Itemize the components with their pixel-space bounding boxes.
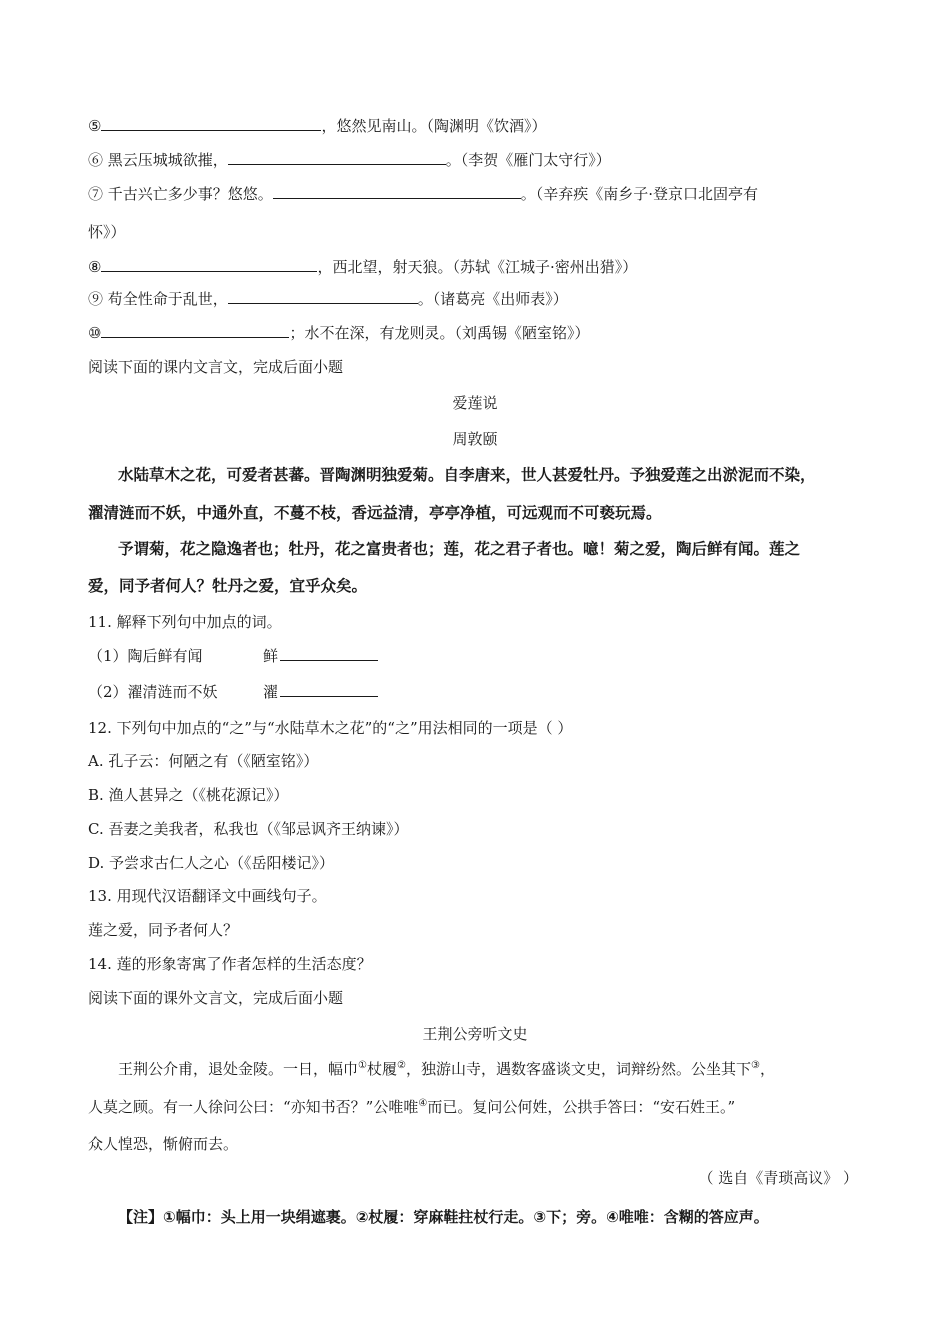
answer-blank[interactable] [228, 289, 418, 304]
fill-blank-7-wrap: 怀》） [88, 223, 126, 241]
line-text: 。（李贺《雁门太守行》） [445, 151, 611, 169]
answer-blank[interactable] [101, 257, 317, 272]
item-word: 鲜 [263, 647, 279, 665]
question-11-item-2 [88, 682, 378, 702]
passage-2-source: （ 选自《青琐高议》 ） [698, 1169, 858, 1187]
option-a[interactable]: A. 孔子云：何陋之有（《陋室铭》） [88, 752, 319, 770]
fill-blank-5 [88, 116, 546, 136]
fill-blank-8 [88, 257, 637, 277]
fill-blank-6 [88, 150, 611, 170]
line-text: 。（诸葛亮《出师表》） [417, 290, 568, 308]
answer-blank[interactable] [280, 682, 378, 697]
passage-1-title: 爱莲说 [452, 394, 498, 412]
passage-1-line-2: 濯清涟而不妖，中通外直，不蔓不枝，香远益清，亭亭净植，可远观而不可亵玩焉。 [88, 504, 662, 522]
item-marker: ⑧ [88, 258, 102, 276]
question-13-stem: 13. 用现代汉语翻译文中画线句子。 [88, 887, 327, 905]
fill-blank-9 [88, 289, 568, 309]
passage-2-note: 【注】①幅巾：头上用一块绢遮裹。②杖履：穿麻鞋拄杖行走。③下；旁。④唯唯：含糊的答应声。 [118, 1208, 769, 1226]
passage-1-line-3: 予谓菊，花之隐逸者也；牡丹，花之富贵者也；莲，花之君子者也。噫！菊之爱，陶后鲜有闻。莲之 [118, 540, 801, 558]
line-text: ⑨ 苟全性命于乱世， [88, 290, 228, 308]
question-14-stem: 14. 莲的形象寄寓了作者怎样的生活态度？ [88, 955, 372, 973]
text-run: 人莫之顾。有一人徐问公曰：“亦知书否？”公唯唯 [88, 1098, 419, 1116]
text-run: ，独游山寺，遇数客盛谈文史，词辩纷然。公坐其下 [405, 1060, 751, 1078]
item-label: （1）陶后鲜有闻 [88, 647, 203, 665]
item-label: （2）濯清涟而不妖 [88, 683, 218, 701]
option-c[interactable]: C. 吾妻之美我者，私我也（《邹忌讽齐王纳谏》） [88, 820, 409, 838]
passage-1-author: 周敦颐 [452, 430, 498, 448]
text-run: 王荆公介甫，退处金陵。一日，幅巾 [118, 1060, 359, 1078]
answer-blank[interactable] [101, 116, 321, 131]
question-12-stem: 12. 下列句中加点的“之”与“水陆草木之花”的“之”用法相同的一项是（ ） [88, 719, 573, 737]
passage-2-intro: 阅读下面的课外文言文，完成后面小题 [88, 989, 344, 1007]
answer-blank[interactable] [280, 646, 378, 661]
answer-blank[interactable] [228, 150, 446, 165]
text-run: 杖履 [366, 1060, 397, 1078]
item-marker: ⑤ [88, 117, 102, 135]
answer-blank[interactable] [273, 184, 521, 199]
passage-1-line-4: 爱，同予者何人？牡丹之爱，宜乎众矣。 [88, 577, 368, 595]
fill-blank-10 [88, 323, 589, 343]
passage-2-line-1 [118, 1059, 775, 1079]
passage-2-title: 王荆公旁听文史 [422, 1025, 528, 1043]
answer-blank[interactable] [101, 323, 289, 338]
note-marker: ④ [418, 1098, 428, 1109]
passage-2-line-3: 众人惶恐，惭俯而去。 [88, 1135, 239, 1153]
line-text: ，西北望，射天狼。（苏轼《江城子·密州出猎》） [317, 258, 638, 276]
line-text: ⑥ 黑云压城城欲摧， [88, 151, 228, 169]
option-b[interactable]: B. 渔人甚异之（《桃花源记》） [88, 786, 289, 804]
line-text: ⑦ 千古兴亡多少事？悠悠。 [88, 185, 273, 203]
question-11-stem: 11. 解释下列句中加点的词。 [88, 613, 282, 631]
text-run: 而已。复问公何姓，公拱手答曰：“安石姓王。” [427, 1098, 736, 1116]
text-run: ， [759, 1060, 775, 1078]
passage-1-intro: 阅读下面的课内文言文，完成后面小题 [88, 358, 344, 376]
passage-2-line-2 [88, 1097, 735, 1117]
note-marker: ③ [750, 1060, 760, 1071]
line-text: 。（辛弃疾《南乡子·登京口北固亭有 [520, 185, 759, 203]
line-text: ；水不在深，有龙则灵。（刘禹锡《陋室铭》） [289, 324, 590, 342]
note-marker: ① [358, 1060, 367, 1071]
note-marker: ② [397, 1060, 406, 1071]
option-d[interactable]: D. 予尝求古仁人之心（《岳阳楼记》） [88, 854, 335, 872]
passage-1-line-1: 水陆草木之花，可爱者甚蕃。晋陶渊明独爱菊。自李唐来，世人甚爱牡丹。予独爱莲之出淤泥而不染， [118, 466, 816, 484]
fill-blank-7 [88, 184, 758, 204]
item-marker: ⑩ [88, 324, 102, 342]
question-11-item-1 [88, 646, 378, 666]
item-word: 濯 [263, 683, 279, 701]
line-text: ，悠然见南山。（陶渊明《饮酒》） [321, 117, 547, 135]
question-13-sentence: 莲之爱，同予者何人？ [88, 921, 239, 939]
